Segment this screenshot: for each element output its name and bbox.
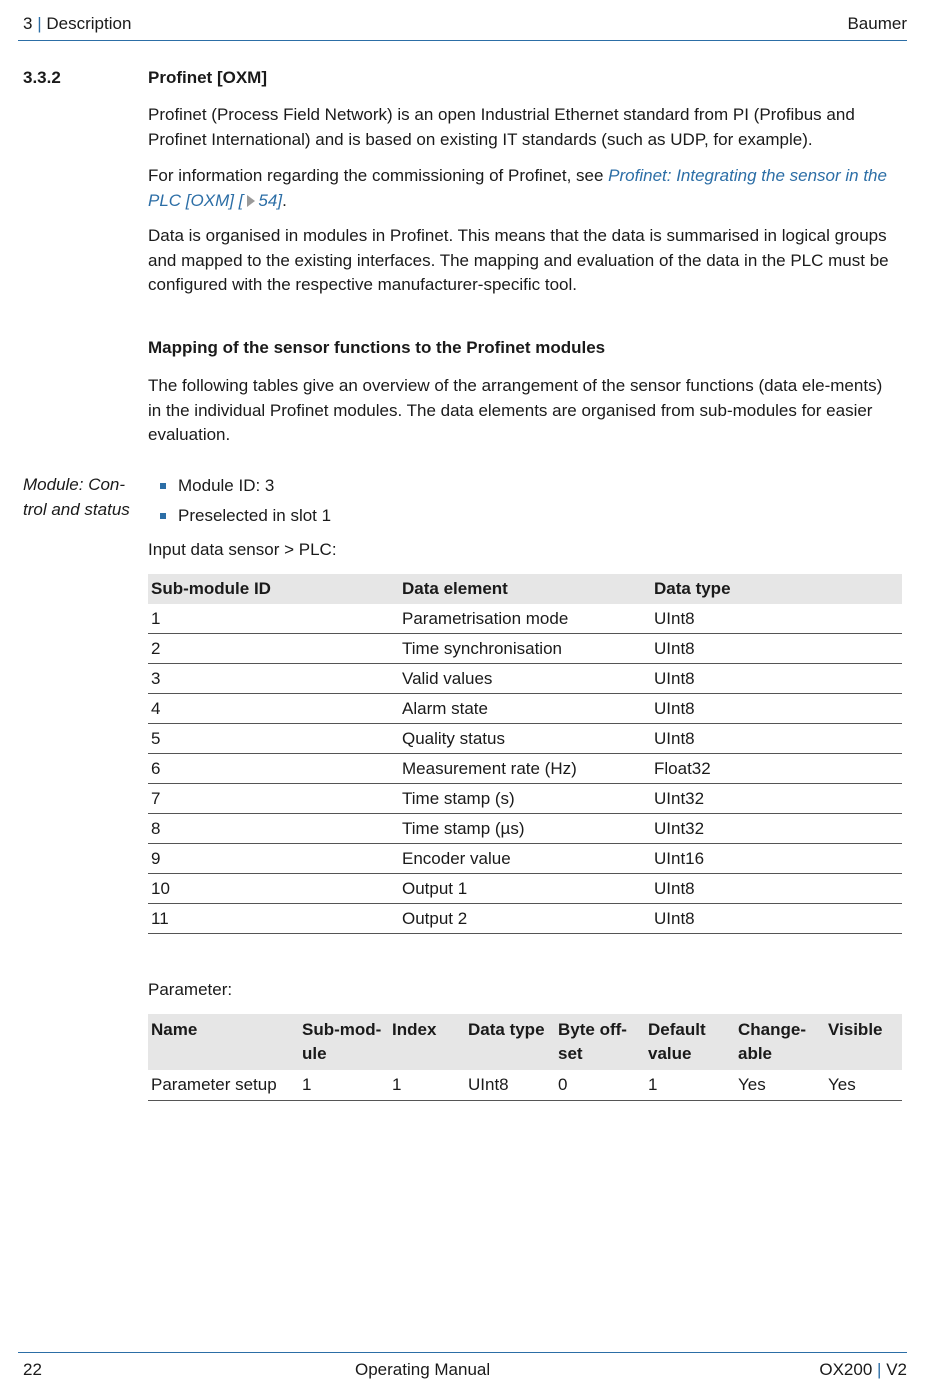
page-number: 22 bbox=[23, 1360, 42, 1379]
input-data-label: Input data sensor > PLC: bbox=[148, 540, 337, 559]
bullet-item bbox=[160, 474, 331, 504]
table-cell: UInt8 bbox=[651, 904, 902, 934]
table-cell: 1 bbox=[148, 604, 399, 634]
table-row bbox=[148, 724, 902, 754]
col-header: Index bbox=[389, 1014, 465, 1070]
table-cell: UInt8 bbox=[651, 604, 902, 634]
table-cell: 8 bbox=[148, 814, 399, 844]
table-cell: 1 bbox=[299, 1070, 389, 1101]
product-name: OX200 bbox=[819, 1360, 873, 1379]
table-cell: 0 bbox=[555, 1070, 645, 1101]
mapping-paragraph: The following tables give an overview of the arrangement of the sensor functions (data ele-ments) in the individual Profinet modules. The data elements are organised from sub-modules for easier evaluation. bbox=[148, 376, 883, 444]
parameter-table bbox=[148, 1014, 902, 1101]
col-header: Data type bbox=[651, 574, 902, 604]
table-cell: Measurement rate (Hz) bbox=[399, 754, 651, 784]
page-footer bbox=[18, 1352, 907, 1383]
footer-separator: | bbox=[877, 1360, 882, 1379]
table-cell: Yes bbox=[825, 1070, 902, 1101]
table-cell: Time stamp (µs) bbox=[399, 814, 651, 844]
intro-paragraph-1: Profinet (Process Field Network) is an open Industrial Ethernet standard from PI (Profibus and Profinet International) and is based on existing IT standards (such as UDP, for example). bbox=[148, 105, 855, 149]
table-row bbox=[148, 604, 902, 634]
bullet-text: Module ID: 3 bbox=[178, 476, 275, 495]
table-header-row bbox=[148, 574, 902, 604]
bullet-text: Preselected in slot 1 bbox=[178, 506, 332, 525]
table-cell: UInt8 bbox=[651, 694, 902, 724]
table-cell: UInt32 bbox=[651, 814, 902, 844]
table-cell: Quality status bbox=[399, 724, 651, 754]
table-row bbox=[148, 754, 902, 784]
table-cell: 11 bbox=[148, 904, 399, 934]
table-cell: UInt32 bbox=[651, 784, 902, 814]
table-row bbox=[148, 844, 902, 874]
table-cell: 4 bbox=[148, 694, 399, 724]
module-margin-note: Module: Con-trol and status bbox=[23, 475, 130, 519]
table-cell: Parametrisation mode bbox=[399, 604, 651, 634]
intro-paragraph-2 bbox=[148, 164, 900, 213]
table-cell: UInt8 bbox=[465, 1070, 555, 1101]
col-header: Data type bbox=[465, 1014, 555, 1070]
header-chapter bbox=[23, 14, 131, 34]
table-row bbox=[148, 1070, 902, 1101]
table-cell: 7 bbox=[148, 784, 399, 814]
col-header: Data element bbox=[399, 574, 651, 604]
table-header-row bbox=[148, 1014, 902, 1070]
parameter-table-body bbox=[148, 1070, 902, 1101]
section-title: Profinet [OXM] bbox=[148, 68, 267, 87]
bullet-square-icon bbox=[160, 483, 166, 489]
col-header: Default value bbox=[645, 1014, 735, 1070]
mapping-heading: Mapping of the sensor functions to the Profinet modules bbox=[148, 338, 606, 357]
table-cell: Time stamp (s) bbox=[399, 784, 651, 814]
col-header: Name bbox=[148, 1014, 299, 1070]
col-header: Byte off-set bbox=[555, 1014, 645, 1070]
table-cell: 6 bbox=[148, 754, 399, 784]
intro-paragraph-3: Data is organised in modules in Profinet. This means that the data is summarised in logical groups and mapped to the existing interfaces. The mapping and evaluation of the data in the PLC must be configured with the respective manufacturer-specific tool. bbox=[148, 226, 889, 294]
col-header: Sub-module ID bbox=[148, 574, 399, 604]
table-cell: 1 bbox=[389, 1070, 465, 1101]
p2-suffix: . bbox=[282, 190, 287, 210]
table-cell: UInt16 bbox=[651, 844, 902, 874]
header-separator: | bbox=[37, 14, 42, 33]
bullet-item bbox=[160, 504, 331, 534]
col-header: Sub-mod-ule bbox=[299, 1014, 389, 1070]
page-arrow-icon bbox=[247, 195, 255, 207]
table-cell: UInt8 bbox=[651, 874, 902, 904]
table-cell: Alarm state bbox=[399, 694, 651, 724]
table-cell: 3 bbox=[148, 664, 399, 694]
table-cell: UInt8 bbox=[651, 664, 902, 694]
table-cell: Yes bbox=[735, 1070, 825, 1101]
version: V2 bbox=[886, 1360, 907, 1379]
chapter-title: Description bbox=[46, 14, 132, 33]
input-table-body bbox=[148, 604, 902, 934]
table-cell: UInt8 bbox=[651, 724, 902, 754]
input-data-table bbox=[148, 574, 902, 934]
table-row bbox=[148, 694, 902, 724]
header-brand: Baumer bbox=[847, 14, 907, 33]
col-header: Change-able bbox=[735, 1014, 825, 1070]
parameter-label: Parameter: bbox=[148, 980, 233, 999]
table-cell: 9 bbox=[148, 844, 399, 874]
document-type: Operating Manual bbox=[355, 1360, 491, 1379]
col-header: Visible bbox=[825, 1014, 902, 1070]
table-cell: Valid values bbox=[399, 664, 651, 694]
table-row bbox=[148, 874, 902, 904]
table-cell: Float32 bbox=[651, 754, 902, 784]
table-row bbox=[148, 634, 902, 664]
module-bullet-list bbox=[160, 474, 331, 534]
product-version bbox=[819, 1360, 907, 1380]
table-cell: 1 bbox=[645, 1070, 735, 1101]
table-row bbox=[148, 664, 902, 694]
table-cell: 5 bbox=[148, 724, 399, 754]
section-number: 3.3.2 bbox=[23, 68, 61, 87]
table-row bbox=[148, 904, 902, 934]
link-page: 54] bbox=[258, 190, 283, 210]
table-cell: UInt8 bbox=[651, 634, 902, 664]
table-row bbox=[148, 784, 902, 814]
table-cell: Output 1 bbox=[399, 874, 651, 904]
link-text: Profinet: Integrating the sensor in the PLC [OXM] [ bbox=[148, 166, 887, 210]
chapter-number: 3 bbox=[23, 14, 33, 33]
page-header bbox=[18, 12, 907, 41]
table-cell: Time synchronisation bbox=[399, 634, 651, 664]
p2-prefix: For information regarding the commissioning of Profinet, see bbox=[148, 166, 609, 185]
table-cell: Encoder value bbox=[399, 844, 651, 874]
table-cell: 2 bbox=[148, 634, 399, 664]
table-cell: 10 bbox=[148, 874, 399, 904]
bullet-square-icon bbox=[160, 513, 166, 519]
table-cell: Parameter setup bbox=[148, 1070, 299, 1101]
table-row bbox=[148, 814, 902, 844]
table-cell: Output 2 bbox=[399, 904, 651, 934]
